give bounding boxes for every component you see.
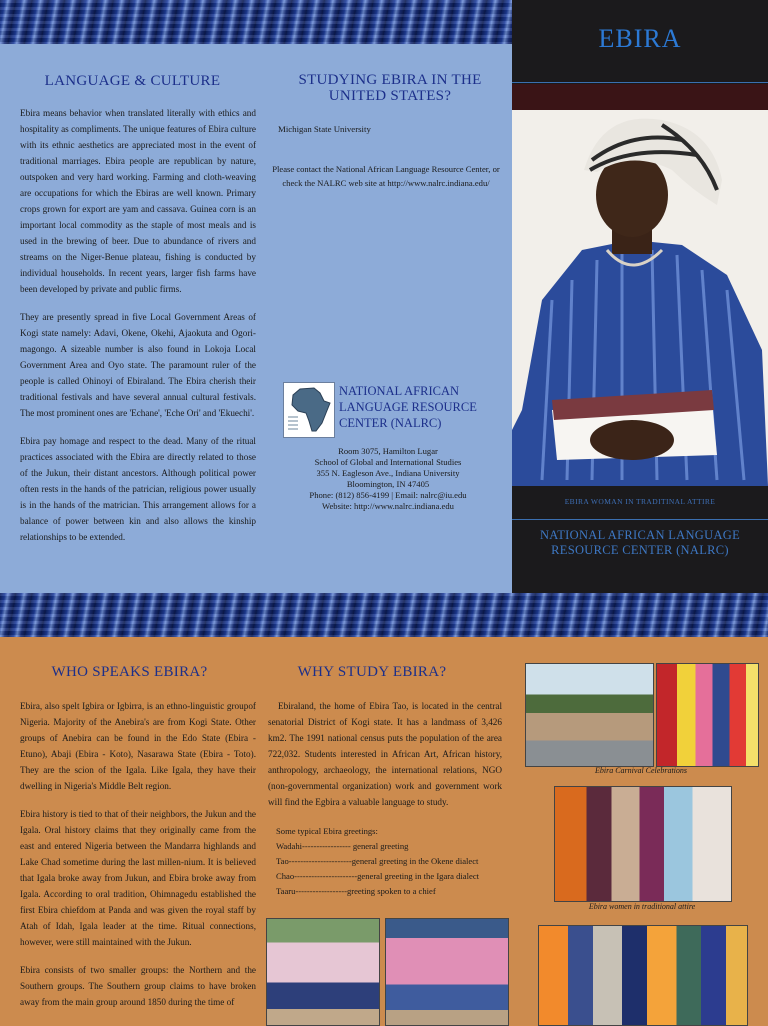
greeting-item: Taaru------------------greeting spoken to a chief (276, 886, 436, 896)
address-line: Bloomington, IN 47405 (346, 479, 430, 489)
language-paragraph-2: They are presently spread in five Local Government Areas of Kogi state namely: Adavi, Okene, Okehi, Ajaokuta and Ogori-magongo. A sizeable number is also found in Lokoja Local Government Area and Oyo state. The paramount ruler of the people is called Ohinoyi of Ebiraland. The Ebira cherish their traditional festivals and have several annual cultural festivals. The most prominent ones are 'Echane', 'Eche Ori' and 'Ekuechi'. (20, 312, 256, 418)
fabric-banner-middle (0, 593, 768, 637)
language-paragraph-1: Ebira means behavior when translated literally with ethics and hospitality as compliments. The unique features of Ebira culture with its ethnic aesthetics are appreciated most in the event of traditional marriages. Ebira people are republican by nature, outspoken and very hard working. Farming and cloth-weaving are occupations for which the Ebiras are well known. Primary crops grown for export are yam and cassava. Guinea corn is an important local commodity as the staple of most meals and is used in the brewing of beer. Due to abundance of rivers and streams on the Niger-Benue plateau, fishing is conducted by individual households. In recent years, larger fish farms have been developed by private and public firms. (20, 108, 256, 294)
nalrc-address (268, 446, 508, 512)
why-study-text: Ebiraland, the home of Ebira Tao, is located in the central senatorial District of Kogi state. It has a landmass of 3,426 km2. The 1991 national census puts the population of the area 722,032. Students interested in African Art, African history, anthropology, archaeology, the international relations, NGO (non-governmental organization) work and government work will find the Egbira a valuable language to study. (268, 701, 502, 807)
greeting-item: Chao----------------------general greeting in the Igara dialect (276, 871, 480, 881)
language-culture-heading: LANGUAGE & CULTURE (44, 73, 221, 89)
greeting-item: Tao----------------------general greeting in the Okene dialect (276, 856, 479, 866)
ebira-woman-photo (512, 110, 768, 486)
cover-title: EBIRA (598, 24, 682, 53)
weaving-photo (538, 925, 748, 1026)
fabric-banner-top (0, 0, 512, 44)
greetings-block (276, 824, 506, 899)
nalrc-logo (283, 382, 335, 438)
who-paragraph-3: Ebira consists of two smaller groups: the Northern and the Southern groups. The Southern group claims to have broken away from the main group around 1850 during the time of (20, 965, 256, 1007)
studying-contact: Please contact the National African Language Resource Center, or check the NALRC web site at http://www.nalrc.indiana.edu/ (272, 164, 500, 188)
studying-heading: STUDYING EBIRA IN THE UNITED STATES? (298, 72, 482, 104)
university-name: Michigan State University (278, 124, 371, 134)
who-paragraph-1: Ebira, also spelt Igbira or Igbirra, is an ethno-linguistic groupof Nigeria. Majority of the Anebira's are from Kogi State. Other groups of Anebira can be found in the Edo State (Ebira - Etuno), Abaji (Ebira - Koto), Nasarawa State (Ebira - Toto). They are the scion of the Igala. Like Igala, they have their dwelling in Nigeria's Middle Belt region. (20, 701, 256, 791)
procession-photo-2 (385, 918, 509, 1026)
cover-accent-bar (512, 84, 768, 110)
cover-divider (512, 82, 768, 83)
carnival-photo-1 (525, 663, 654, 767)
africa-map-icon (284, 383, 334, 437)
why-study-heading: WHY STUDY EBIRA? (297, 664, 447, 680)
cover-org-name: NATIONAL AFRICAN LANGUAGE RESOURCE CENTER (NALRC) (539, 528, 741, 557)
who-paragraph-2: Ebira history is tied to that of their neighbors, the Jukun and the Igala. Oral history claims that they originally came from the east and entered Nigeria between the Mandarra highlands and Lake Chad sometime during the last millen-nium. It is believed that Igala broke away from Jukun, and Ebira broke away from Igala. According to oral tradition, Ohimnagedu established the first Ebira chiefdom at Panda and was given the royal staff by Atah of Idah, Igala leader at the time. Ritual connections, however, were still maintained with the Jukun. (20, 809, 256, 947)
language-culture-text (20, 105, 256, 557)
address-line: 355 N. Eagleson Ave., Indiana University (316, 468, 460, 478)
who-speaks-text (20, 698, 256, 1022)
address-line: Room 3075, Hamilton Lugar (338, 446, 438, 456)
women-attire-photo (554, 786, 732, 902)
women-caption: Ebira women in traditional attire (588, 902, 696, 911)
language-paragraph-3: Ebira pay homage and respect to the dead. Many of the ritual practices associated with the Ebira are directly related to those of the Jukun, their distant ancestors. Although political power often rests in the hands of the patrician, religious power usually is in the hands of the matrician. This arrangement allows for a balance of power between kin and also allows the kinship relationships to be extended. (20, 436, 256, 542)
website-line: Website: http://www.nalrc.indiana.edu (322, 501, 454, 511)
nalrc-name: NATIONAL AFRICAN LANGUAGE RESOURCE CENTER (NALRC) (339, 384, 477, 430)
carnival-photo-2 (656, 663, 759, 767)
cover-photo-caption: EBIRA WOMAN IN TRADITINAL ATTIRE (564, 497, 716, 506)
greeting-item: Wadahi----------------- general greeting (276, 841, 409, 851)
caption-divider (512, 519, 768, 520)
carnival-caption: Ebira Carnival Celebrations (595, 766, 687, 775)
woman-illustration (512, 110, 768, 486)
greetings-title: Some typical Ebira greetings: (276, 826, 378, 836)
phone-email-line: Phone: (812) 856-4199 | Email: nalrc@iu.edu (309, 490, 467, 500)
address-line: School of Global and International Studies (314, 457, 462, 467)
who-speaks-heading: WHO SPEAKS EBIRA? (51, 664, 208, 680)
procession-photo-1 (266, 918, 380, 1026)
